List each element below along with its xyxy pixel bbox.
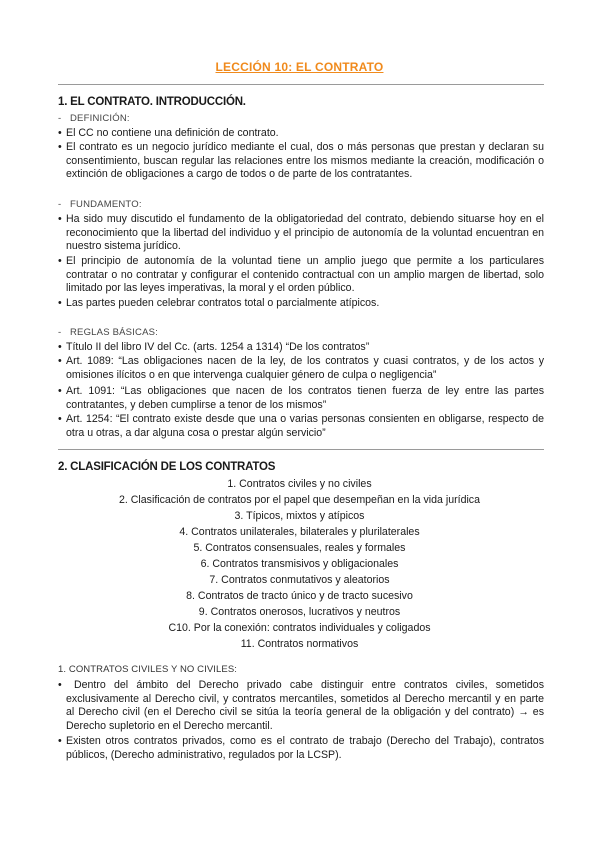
list-item: • Las partes pueden celebrar contratos total o parcialmente atípicos. [58,297,544,311]
list-item: • Art. 1254: “El contrato existe desde que una o varias personas consienten en obligarse, respecto de otra u otras, a dar alguna cosa o prestar algún servicio” [58,413,544,439]
subheading-reglas: - REGLAS BÁSICAS: [58,327,159,338]
subheading-reglas-label: REGLAS BÁSICAS: [70,327,159,338]
section-2-heading: 2. CLASIFICACIÓN DE LOS CONTRATOS [58,461,276,473]
list-item-text: Las partes pueden celebrar contratos total o parcialmente atípicos. [66,297,380,309]
list-item: • Título II del libro IV del Cc. (arts. 1254 a 1314) “De los contratos” [58,341,544,355]
list-item-text: Existen otros contratos privados, como es el contrato de trabajo (Derecho del Trabajo), contratos públicos, (Derecho administrativo, regulados por la LCSP). [66,735,544,761]
subheading-fundamento: - FUNDAMENTO: [58,199,142,210]
list-item-text: El CC no contiene una definición de contrato. [66,127,279,139]
subheading-definicion: - DEFINICIÓN: [58,113,130,124]
section-1-heading: 1. EL CONTRATO. INTRODUCCIÓN. [58,96,246,108]
subheading-definicion-label: DEFINICIÓN: [70,113,130,124]
classification-item: 5. Contratos consensuales, reales y formales [193,542,406,554]
list-item: • El CC no contiene una definición de contrato. [58,127,544,141]
subheading-civiles: 1. CONTRATOS CIVILES Y NO CIVILES: [58,664,238,675]
classification-item: 7. Contratos conmutativos y aleatorios [209,574,390,586]
list-item-text: Art. 1091: “Las obligaciones que nacen de los contratos tienen fuerza de ley entre las partes contratantes, y deben cumplirse a tenor de los mismos” [66,385,544,411]
list-item: • El principio de autonomía de la voluntad tiene un amplio juego que permite a los particulares contratar o no contratar y configurar el contenido contractual con un amplio margen de libertad, solo limitado por las leyes imperativas, la moral y el orden público. [58,255,544,295]
list-item: • Dentro del ámbito del Derecho privado cabe distinguir entre contratos civiles, sometidos exclusivamente al Derecho civil, y contratos mercantiles, sometidos al Derecho mercantil y en parte al Derecho civil (en el Derecho civil se sitúa la teoría general de la obligación y del contrato) → es Derecho supletorio en el Derecho mercantil. [58,679,544,732]
list-item: • Existen otros contratos privados, como es el contrato de trabajo (Derecho del Trabajo), contratos públicos, (Derecho administrativo, regulados por la LCSP). [58,735,544,761]
document-title: LECCIÓN 10: EL CONTRATO [215,60,384,74]
classification-item: 9. Contratos onerosos, lucrativos y neutros [198,606,401,618]
classification-item: 8. Contratos de tracto único y de tracto sucesivo [186,590,413,602]
list-item: • El contrato es un negocio jurídico mediante el cual, dos o más personas que prestan y declaran su consentimiento, buscan regular las relaciones entre los mismos mediante la creación, modificación o extinción de obligaciones a cargo de todos o de parte de los contratantes. [58,141,544,181]
list-item-text: Dentro del ámbito del Derecho privado cabe distinguir entre contratos civiles, sometidos exclusivamente al Derecho civil, y contratos mercantiles, sometidos al Derecho mercantil y en parte al Derecho civil (en el Derecho civil se sitúa la teoría general de la obligación y del contrato) → es Derecho supletorio en el Derecho mercantil. [66,679,544,732]
list-item-text: Título II del libro IV del Cc. (arts. 1254 a 1314) “De los contratos” [66,341,370,353]
classification-item: 1. Contratos civiles y no civiles [227,478,372,490]
classification-item: 2. Clasificación de contratos por el papel que desempeñan en la vida jurídica [119,494,480,506]
list-item: • Art. 1091: “Las obligaciones que nacen de los contratos tienen fuerza de ley entre las partes contratantes, y deben cumplirse a tenor de los mismos” [58,385,544,411]
divider [58,449,544,450]
list-item-text: El contrato es un negocio jurídico mediante el cual, dos o más personas que prestan y declaran su consentimiento, buscan regular las relaciones entre los mismos mediante la creación, modificación o extinción de obligaciones a cargo de todos o de parte de los contratantes. [66,141,544,181]
divider [58,84,544,85]
classification-item: 6. Contratos transmisivos y obligacionales [200,558,399,570]
list-item: • Ha sido muy discutido el fundamento de la obligatoriedad del contrato, debiendo situarse hoy en el reconocimiento que la libertad del individuo y el principio de autonomía de la voluntad encuentran en nuestro sistema jurídico. [58,213,544,253]
classification-item: 4. Contratos unilaterales, bilaterales y plurilaterales [179,526,420,538]
classification-item: C10. Por la conexión: contratos individuales y coligados [168,622,431,634]
list-item: • Art. 1089: “Las obligaciones nacen de la ley, de los contratos y cuasi contratos, y de los actos y omisiones ilícitos o en que intervenga cualquier género de culpa o negligencia” [58,355,544,381]
list-item-text: El principio de autonomía de la voluntad tiene un amplio juego que permite a los particulares contratar o no contratar y configurar el contenido contractual con un amplio margen de libertad, solo limitado por las leyes imperativas, la moral y el orden público. [66,255,544,295]
list-item-text: Ha sido muy discutido el fundamento de la obligatoriedad del contrato, debiendo situarse hoy en el reconocimiento que la libertad del individuo y el principio de autonomía de la voluntad encuentran en nuestro sistema jurídico. [66,213,544,253]
classification-item: 11. Contratos normativos [240,638,359,650]
list-item-text: Art. 1254: “El contrato existe desde que una o varias personas consienten en obligarse, respecto de otra u otras, a dar alguna cosa o prestar algún servicio” [66,413,544,439]
classification-item: 3. Típicos, mixtos y atípicos [234,510,365,522]
subheading-fundamento-label: FUNDAMENTO: [70,199,142,210]
list-item-text: Art. 1089: “Las obligaciones nacen de la ley, de los contratos y cuasi contratos, y de los actos y omisiones ilícitos o en que intervenga cualquier género de culpa o negligencia” [66,355,544,381]
